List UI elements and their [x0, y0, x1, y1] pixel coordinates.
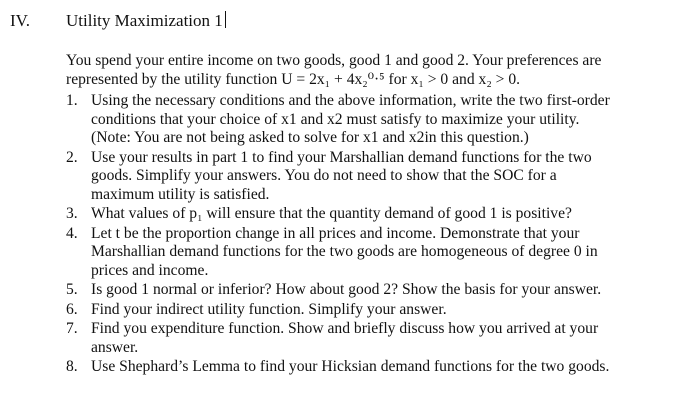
question-3-number: 3. [66, 205, 78, 222]
question-list [66, 92, 676, 377]
question-4-line-2: Marshallian demand functions for the two goods are homogeneous of degree 0 in [91, 243, 598, 260]
section-heading [10, 10, 226, 32]
section-title-text: Utility Maximization 1 [66, 11, 223, 30]
question-1-number: 1. [66, 92, 78, 109]
question-2-line-2: goods. Simplify your answers. You do not need to show that the SOC for a [91, 167, 557, 184]
question-7-number: 7. [66, 320, 78, 337]
question-4-line-3: prices and income. [91, 261, 209, 279]
question-2-line-3: maximum utility is satisfied. [91, 185, 270, 203]
question-2-number: 2. [66, 148, 78, 166]
question-6-line-1: Find your indirect utility function. Simplify your answer. [91, 300, 447, 318]
question-3-line-1: What values of p₁ will ensure that the quantity demand of good 1 is positive? [91, 205, 572, 222]
question-1-line-2: conditions that your choice of x1 and x2 must satisfy to maximize your utility. [91, 110, 580, 128]
question-4-number: 4. [66, 224, 78, 242]
section-number: IV. [10, 11, 30, 30]
question-4-line-1: Let t be the proportion change in all prices and income. Demonstrate that your [91, 224, 580, 242]
question-6 [66, 301, 676, 320]
question-7-line-1: Find you expenditure function. Show and briefly discuss how you arrived at your [91, 320, 599, 337]
question-3 [66, 205, 676, 224]
text-cursor [225, 11, 226, 28]
question-1-line-1: Using the necessary conditions and the above information, write the two first-order [91, 92, 610, 109]
intro-paragraph [66, 52, 676, 89]
question-8-number: 8. [66, 358, 78, 375]
question-2 [66, 149, 676, 205]
question-8-text [91, 358, 676, 377]
question-6-number: 6. [66, 300, 78, 318]
question-3-text [91, 205, 676, 224]
question-2-line-1: Use your results in part 1 to find your Marshallian demand functions for the two [91, 148, 592, 166]
question-1-line-3: (Note: You are not being asked to solve for x1 and x2in this question.) [91, 129, 529, 146]
intro-line-1: You spend your entire income on two goods, good 1 and good 2. Your preferences are [66, 52, 602, 69]
intro-line-2: represented by the utility function U = 2x₁ + 4x₂⁰·⁵ for x₁ > 0 and x₂ > 0. [66, 70, 521, 88]
question-7-text [91, 320, 676, 357]
question-7-line-2: answer. [91, 338, 139, 356]
question-5 [66, 281, 676, 300]
question-2-text [91, 149, 676, 205]
question-6-text [91, 301, 676, 320]
question-5-line-1: Is good 1 normal or inferior? How about good 2? Show the basis for your answer. [91, 281, 602, 298]
question-8 [66, 358, 676, 377]
question-4-text [91, 225, 676, 281]
question-5-number: 5. [66, 281, 78, 298]
section-title [66, 10, 226, 32]
document-content [66, 52, 676, 377]
question-4 [66, 225, 676, 281]
question-1-text [91, 92, 676, 148]
question-1 [66, 92, 676, 148]
question-5-text [91, 281, 676, 300]
question-7 [66, 320, 676, 357]
question-8-line-1: Use Shephard’s Lemma to find your Hicksian demand functions for the two goods. [91, 358, 610, 375]
